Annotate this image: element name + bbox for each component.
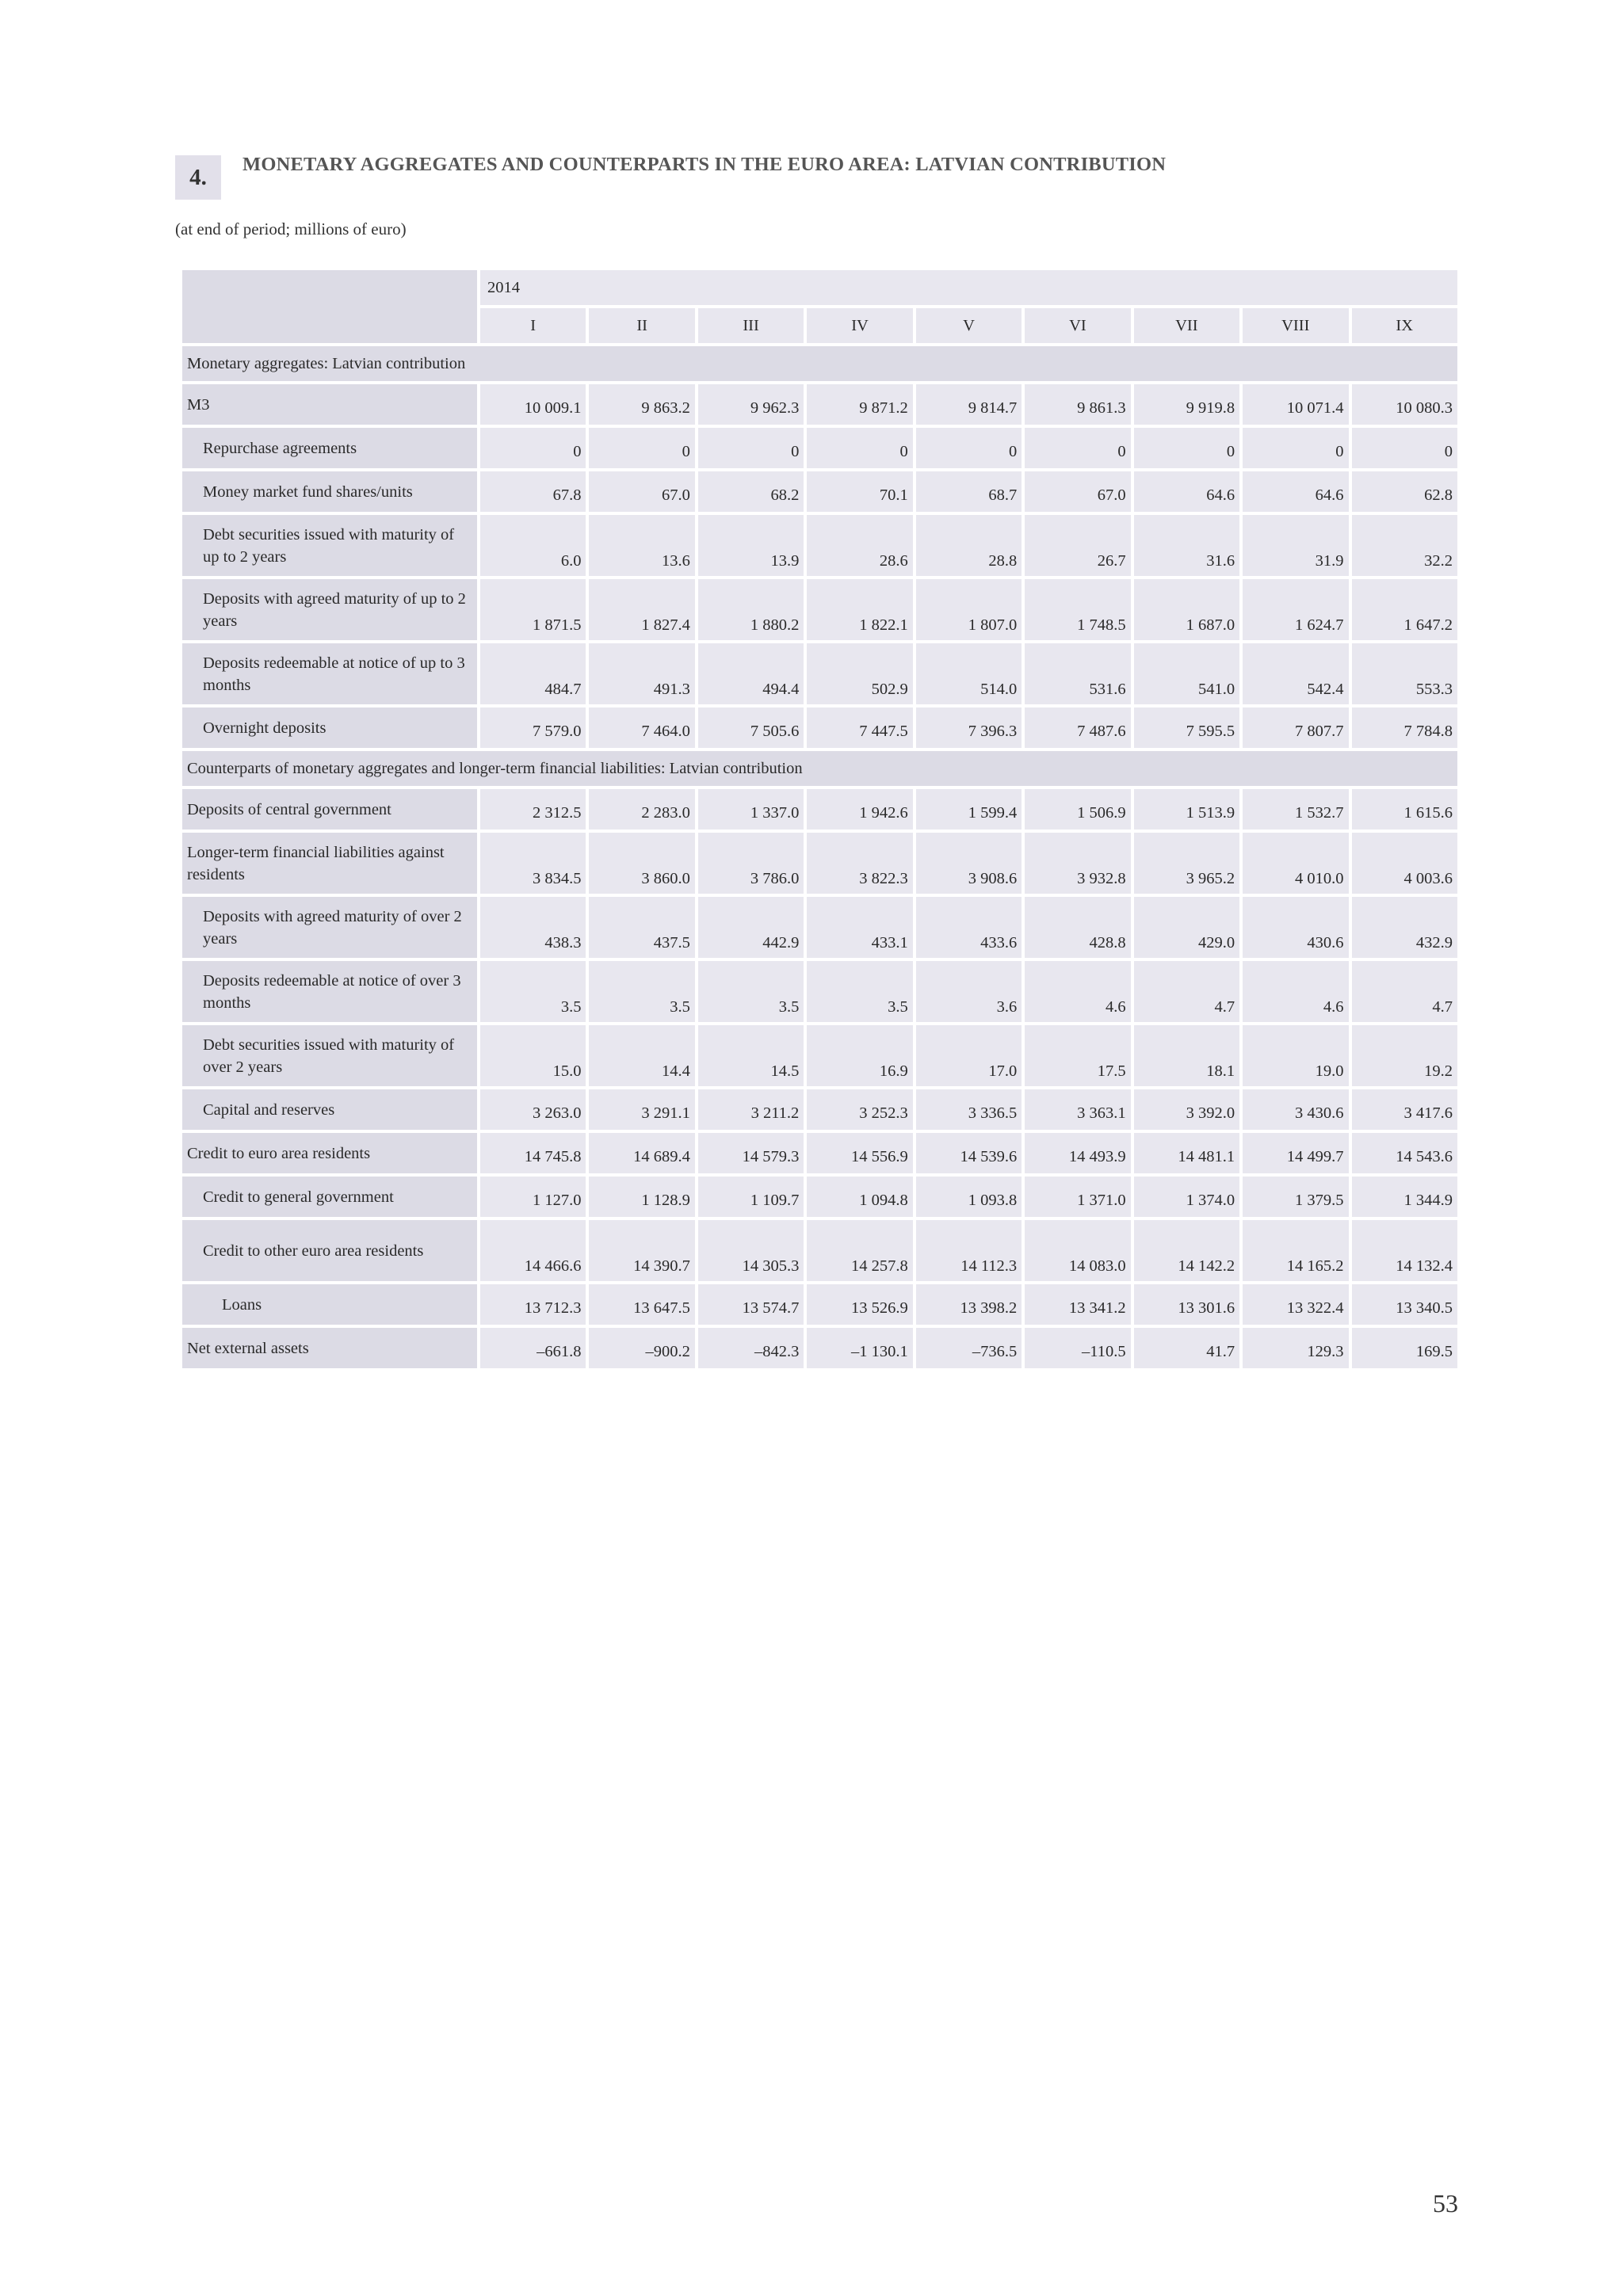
table-cell: 7 579.0	[480, 707, 586, 748]
table-row	[182, 515, 1457, 576]
table-row	[182, 897, 1457, 958]
table-cell: 3.5	[807, 961, 912, 1022]
table-corner	[182, 270, 477, 343]
row-label: Deposits redeemable at notice of up to 3 months	[182, 643, 477, 704]
section-header: Monetary aggregates: Latvian contribution	[182, 346, 1457, 381]
row-label: Longer-term financial liabilities against residents	[182, 833, 477, 894]
table-cell: 1 379.5	[1243, 1177, 1348, 1217]
table-cell: 13 322.4	[1243, 1284, 1348, 1325]
table-cell: 14 305.3	[698, 1220, 804, 1281]
table-cell: 432.9	[1352, 897, 1458, 958]
row-label: Debt securities issued with maturity of over 2 years	[182, 1025, 477, 1086]
table-cell: 7 464.0	[589, 707, 694, 748]
row-label: Net external assets	[182, 1328, 477, 1368]
table-row	[182, 1284, 1457, 1325]
table-cell: 3 860.0	[589, 833, 694, 894]
table-cell: 169.5	[1352, 1328, 1458, 1368]
table-cell: 28.6	[807, 515, 912, 576]
table-cell: 14 165.2	[1243, 1220, 1348, 1281]
column-header: VI	[1025, 308, 1130, 343]
table-cell: 14 556.9	[807, 1133, 912, 1173]
table-cell: 3.5	[480, 961, 586, 1022]
table-cell: 4.6	[1025, 961, 1130, 1022]
table-cell: 502.9	[807, 643, 912, 704]
table-cell: 0	[807, 428, 912, 468]
table-row	[182, 1133, 1457, 1173]
table-cell: 9 919.8	[1134, 384, 1239, 425]
row-label: Deposits with agreed maturity of over 2 years	[182, 897, 477, 958]
row-label: Credit to other euro area residents	[182, 1220, 477, 1281]
row-label: Deposits redeemable at notice of over 3 months	[182, 961, 477, 1022]
page-number: 53	[1433, 2189, 1458, 2218]
table-cell: 28.8	[916, 515, 1022, 576]
table-cell: 13.6	[589, 515, 694, 576]
data-table	[179, 267, 1461, 1371]
table-cell: 1 748.5	[1025, 579, 1130, 640]
table-cell: 64.6	[1243, 471, 1348, 512]
table-cell: 0	[916, 428, 1022, 468]
table-cell: 9 962.3	[698, 384, 804, 425]
table-row	[182, 384, 1457, 425]
table-cell: 1 687.0	[1134, 579, 1239, 640]
table-cell: 67.0	[1025, 471, 1130, 512]
table-cell: 3 252.3	[807, 1089, 912, 1130]
table-cell: 13 301.6	[1134, 1284, 1239, 1325]
table-cell: 17.0	[916, 1025, 1022, 1086]
table-row	[182, 961, 1457, 1022]
table-cell: 3 932.8	[1025, 833, 1130, 894]
table-cell: 14.4	[589, 1025, 694, 1086]
table-cell: –661.8	[480, 1328, 586, 1368]
table-cell: 1 624.7	[1243, 579, 1348, 640]
table-cell: 14 689.4	[589, 1133, 694, 1173]
table-cell: 14 112.3	[916, 1220, 1022, 1281]
table-row	[182, 1177, 1457, 1217]
table-cell: 68.7	[916, 471, 1022, 512]
table-cell: 514.0	[916, 643, 1022, 704]
table-cell: –110.5	[1025, 1328, 1130, 1368]
table-cell: 14 466.6	[480, 1220, 586, 1281]
column-header: VIII	[1243, 308, 1348, 343]
column-header: IV	[807, 308, 912, 343]
table-cell: 14 493.9	[1025, 1133, 1130, 1173]
table-cell: 553.3	[1352, 643, 1458, 704]
table-row	[182, 1089, 1457, 1130]
table-cell: 13 574.7	[698, 1284, 804, 1325]
row-label: Credit to general government	[182, 1177, 477, 1217]
table-cell: 19.0	[1243, 1025, 1348, 1086]
table-cell: 7 784.8	[1352, 707, 1458, 748]
table-cell: 14 745.8	[480, 1133, 586, 1173]
table-cell: 14 481.1	[1134, 1133, 1239, 1173]
table-cell: 437.5	[589, 897, 694, 958]
table-cell: 1 128.9	[589, 1177, 694, 1217]
table-cell: 9 871.2	[807, 384, 912, 425]
table-cell: 31.6	[1134, 515, 1239, 576]
table-cell: 31.9	[1243, 515, 1348, 576]
table-cell: 67.0	[589, 471, 694, 512]
row-label: M3	[182, 384, 477, 425]
table-cell: 14 132.4	[1352, 1220, 1458, 1281]
table-cell: 4.7	[1134, 961, 1239, 1022]
table-row	[182, 643, 1457, 704]
table-cell: 14 579.3	[698, 1133, 804, 1173]
table-cell: 429.0	[1134, 897, 1239, 958]
table-cell: 4 003.6	[1352, 833, 1458, 894]
table-cell: 9 814.7	[916, 384, 1022, 425]
table-cell: 3.6	[916, 961, 1022, 1022]
column-header: IX	[1352, 308, 1458, 343]
table-cell: 4.7	[1352, 961, 1458, 1022]
section-title: MONETARY AGGREGATES AND COUNTERPARTS IN THE EURO AREA: LATVIAN CONTRIBUTION	[242, 154, 1167, 175]
table-cell: 1 827.4	[589, 579, 694, 640]
table-cell: 7 807.7	[1243, 707, 1348, 748]
table-cell: 3 291.1	[589, 1089, 694, 1130]
table-cell: 14 499.7	[1243, 1133, 1348, 1173]
table-cell: 41.7	[1134, 1328, 1239, 1368]
table-cell: 7 595.5	[1134, 707, 1239, 748]
table-cell: 1 615.6	[1352, 789, 1458, 830]
table-cell: 13 340.5	[1352, 1284, 1458, 1325]
table-cell: 3 834.5	[480, 833, 586, 894]
table-cell: 9 863.2	[589, 384, 694, 425]
table-cell: 4.6	[1243, 961, 1348, 1022]
table-row	[182, 833, 1457, 894]
table-cell: 1 344.9	[1352, 1177, 1458, 1217]
table-cell: 2 312.5	[480, 789, 586, 830]
table-cell: 14.5	[698, 1025, 804, 1086]
row-label: Money market fund shares/units	[182, 471, 477, 512]
table-cell: 3 263.0	[480, 1089, 586, 1130]
table-cell: 64.6	[1134, 471, 1239, 512]
table-cell: 18.1	[1134, 1025, 1239, 1086]
section-subtitle: (at end of period; millions of euro)	[175, 219, 407, 238]
table-cell: 32.2	[1352, 515, 1458, 576]
table-cell: 7 487.6	[1025, 707, 1130, 748]
column-header: III	[698, 308, 804, 343]
table-cell: 0	[1243, 428, 1348, 468]
table-cell: 3 908.6	[916, 833, 1022, 894]
table-cell: 3 392.0	[1134, 1089, 1239, 1130]
row-label: Credit to euro area residents	[182, 1133, 477, 1173]
table-cell: –1 130.1	[807, 1328, 912, 1368]
table-cell: 494.4	[698, 643, 804, 704]
table-cell: 1 371.0	[1025, 1177, 1130, 1217]
table-row	[182, 579, 1457, 640]
table-cell: 0	[698, 428, 804, 468]
table-cell: 14 083.0	[1025, 1220, 1130, 1281]
table-cell: 1 807.0	[916, 579, 1022, 640]
row-label: Deposits with agreed maturity of up to 2 years	[182, 579, 477, 640]
table-row	[182, 1220, 1457, 1281]
table-cell: 68.2	[698, 471, 804, 512]
column-header: II	[589, 308, 694, 343]
table-cell: 2 283.0	[589, 789, 694, 830]
row-label: Loans	[182, 1284, 477, 1325]
table-cell: 0	[480, 428, 586, 468]
table-cell: 1 880.2	[698, 579, 804, 640]
table-cell: 3 363.1	[1025, 1089, 1130, 1130]
table-cell: 17.5	[1025, 1025, 1130, 1086]
row-label: Debt securities issued with maturity of up to 2 years	[182, 515, 477, 576]
year-header: 2014	[480, 270, 1457, 305]
table-cell: 1 513.9	[1134, 789, 1239, 830]
table-cell: 70.1	[807, 471, 912, 512]
table-cell: 1 942.6	[807, 789, 912, 830]
table-cell: 430.6	[1243, 897, 1348, 958]
row-label: Capital and reserves	[182, 1089, 477, 1130]
row-label: Repurchase agreements	[182, 428, 477, 468]
table-cell: 1 871.5	[480, 579, 586, 640]
table-cell: 3 822.3	[807, 833, 912, 894]
table-cell: 1 532.7	[1243, 789, 1348, 830]
table-cell: 1 094.8	[807, 1177, 912, 1217]
table-cell: 14 257.8	[807, 1220, 912, 1281]
table-cell: 10 009.1	[480, 384, 586, 425]
table-cell: 16.9	[807, 1025, 912, 1086]
table-cell: 14 390.7	[589, 1220, 694, 1281]
section-header: Counterparts of monetary aggregates and longer-term financial liabilities: Latvian contribution	[182, 751, 1457, 786]
table-cell: 541.0	[1134, 643, 1239, 704]
table-cell: –736.5	[916, 1328, 1022, 1368]
table-cell: 7 447.5	[807, 707, 912, 748]
table-cell: 67.8	[480, 471, 586, 512]
table-cell: 542.4	[1243, 643, 1348, 704]
table-cell: 129.3	[1243, 1328, 1348, 1368]
table-row	[182, 789, 1457, 830]
table-row	[182, 707, 1457, 748]
table-cell: 10 080.3	[1352, 384, 1458, 425]
table-cell: 0	[1352, 428, 1458, 468]
table-cell: 0	[589, 428, 694, 468]
table-cell: 1 093.8	[916, 1177, 1022, 1217]
table-cell: 491.3	[589, 643, 694, 704]
table-row	[182, 1328, 1457, 1368]
table-cell: 13 341.2	[1025, 1284, 1130, 1325]
table-cell: 428.8	[1025, 897, 1130, 958]
table-cell: 433.1	[807, 897, 912, 958]
table-row	[182, 1025, 1457, 1086]
table-cell: 13 526.9	[807, 1284, 912, 1325]
table-cell: 19.2	[1352, 1025, 1458, 1086]
table-cell: 438.3	[480, 897, 586, 958]
section-number-badge: 4.	[175, 155, 221, 200]
table-cell: 10 071.4	[1243, 384, 1348, 425]
table-cell: 1 599.4	[916, 789, 1022, 830]
table-row	[182, 428, 1457, 468]
table-cell: 1 647.2	[1352, 579, 1458, 640]
table-cell: 442.9	[698, 897, 804, 958]
row-label: Overnight deposits	[182, 707, 477, 748]
table-cell: 26.7	[1025, 515, 1130, 576]
table-cell: 433.6	[916, 897, 1022, 958]
row-label: Deposits of central government	[182, 789, 477, 830]
column-header: I	[480, 308, 586, 343]
table-cell: 15.0	[480, 1025, 586, 1086]
table-cell: 1 374.0	[1134, 1177, 1239, 1217]
table-cell: 7 396.3	[916, 707, 1022, 748]
table-cell: 6.0	[480, 515, 586, 576]
table-cell: 14 539.6	[916, 1133, 1022, 1173]
table-cell: 1 506.9	[1025, 789, 1130, 830]
table-cell: 13.9	[698, 515, 804, 576]
column-header: VII	[1134, 308, 1239, 343]
table-cell: 0	[1025, 428, 1130, 468]
table-cell: 62.8	[1352, 471, 1458, 512]
table-cell: 3.5	[698, 961, 804, 1022]
table-cell: 9 861.3	[1025, 384, 1130, 425]
table-cell: 1 337.0	[698, 789, 804, 830]
table-cell: 13 712.3	[480, 1284, 586, 1325]
table-cell: 1 822.1	[807, 579, 912, 640]
table-cell: 3 430.6	[1243, 1089, 1348, 1130]
table-cell: 484.7	[480, 643, 586, 704]
table-cell: 13 647.5	[589, 1284, 694, 1325]
table-cell: 13 398.2	[916, 1284, 1022, 1325]
table-cell: 3 417.6	[1352, 1089, 1458, 1130]
table-cell: 3 786.0	[698, 833, 804, 894]
table-cell: –842.3	[698, 1328, 804, 1368]
column-header: V	[916, 308, 1022, 343]
table-cell: 1 109.7	[698, 1177, 804, 1217]
table-cell: 7 505.6	[698, 707, 804, 748]
table-cell: 3 965.2	[1134, 833, 1239, 894]
table-cell: 1 127.0	[480, 1177, 586, 1217]
table-cell: 0	[1134, 428, 1239, 468]
table-cell: 14 543.6	[1352, 1133, 1458, 1173]
table-cell: 3.5	[589, 961, 694, 1022]
table-cell: 531.6	[1025, 643, 1130, 704]
table-cell: 14 142.2	[1134, 1220, 1239, 1281]
table-cell: 3 211.2	[698, 1089, 804, 1130]
table-row	[182, 471, 1457, 512]
table-cell: –900.2	[589, 1328, 694, 1368]
table-cell: 4 010.0	[1243, 833, 1348, 894]
table-cell: 3 336.5	[916, 1089, 1022, 1130]
